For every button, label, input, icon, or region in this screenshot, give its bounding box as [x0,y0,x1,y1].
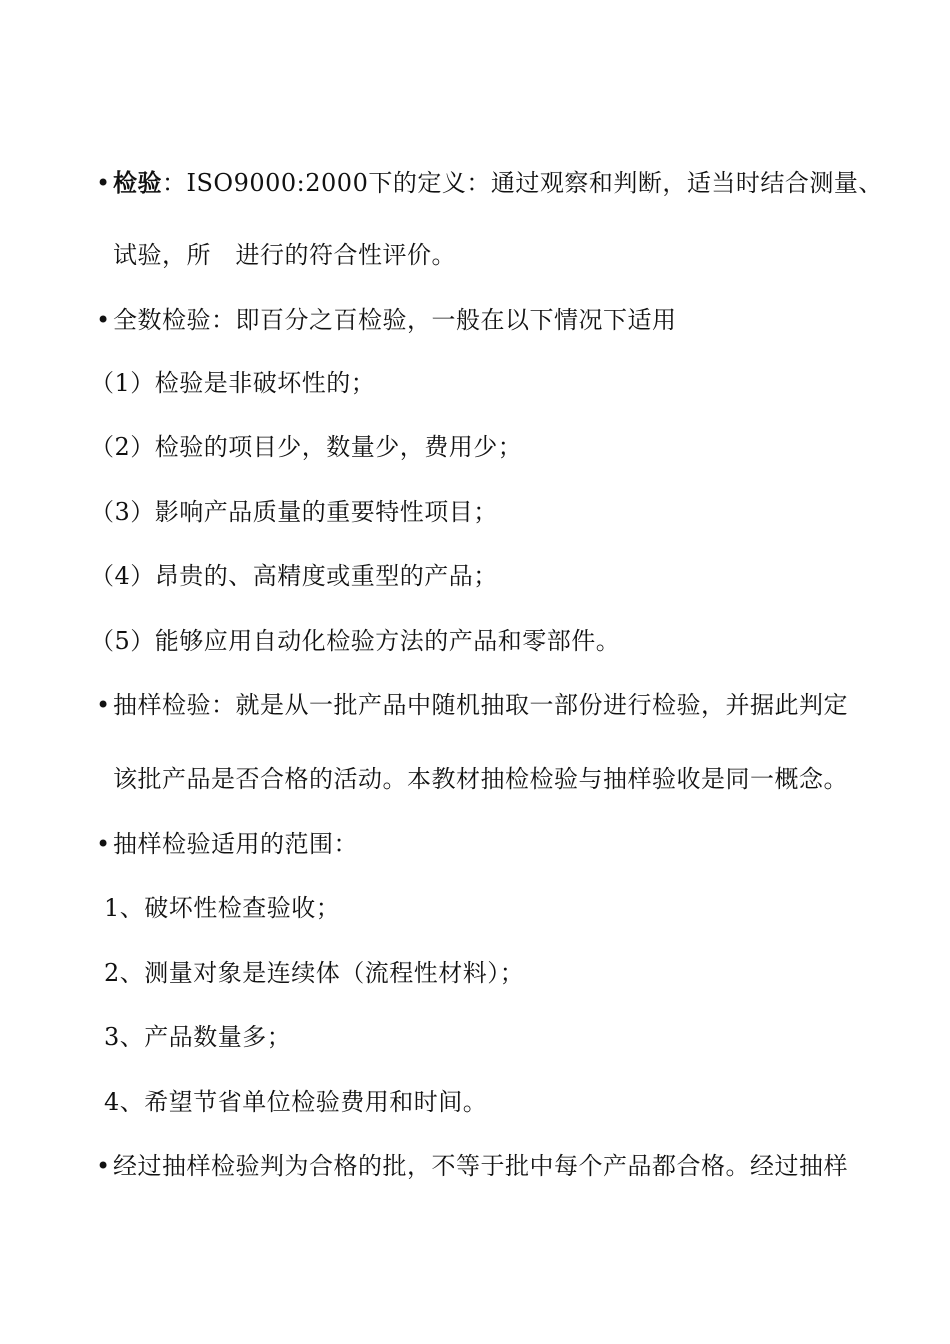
term-inspection: 检验 [113,168,162,197]
list-item-text: （5）能够应用自动化检验方法的产品和零部件。 [90,627,621,655]
list-item-text: 4、希望节省单位检验费用和时间。 [104,1088,488,1116]
paragraph-text: 该批产品是否合格的活动。本教材抽检检验与抽样验收是同一概念。 [113,765,848,793]
list-item-text: （4）昂贵的、高精度或重型的产品； [90,562,498,590]
paragraph-text: 经过抽样检验判为合格的批，不等于批中每个产品都合格。经过抽样 [113,1152,848,1180]
bullet-marker: • [96,691,111,719]
bullet-marker: • [96,306,111,334]
paragraph-text: 抽样检验：就是从一批产品中随机抽取一部份进行检验，并据此判定 [113,691,848,719]
bullet-marker: • [96,830,111,858]
list-item-text: （1）检验是非破坏性的； [90,369,376,397]
paragraph-text: 全数检验：即百分之百检验，一般在以下情况下适用 [113,306,677,334]
paragraph-text: ：ISO9000:2000下的定义：通过观察和判断，适当时结合测量、 [162,169,883,197]
paragraph-text: 抽样检验适用的范围： [113,830,358,858]
list-item-text: 2、测量对象是连续体（流程性材料）； [104,959,525,987]
bullet-marker: • [96,1152,111,1180]
list-item-text: 3、产品数量多； [104,1023,292,1051]
list-item-text: （3）影响产品质量的重要特性项目； [90,498,498,526]
bullet-marker: • [96,169,111,197]
list-item-text: （2）检验的项目少，数量少，费用少； [90,433,523,461]
list-item-text: 1、破坏性检查验收； [104,894,341,922]
paragraph-text: 试验，所 进行的符合性评价。 [113,241,456,269]
